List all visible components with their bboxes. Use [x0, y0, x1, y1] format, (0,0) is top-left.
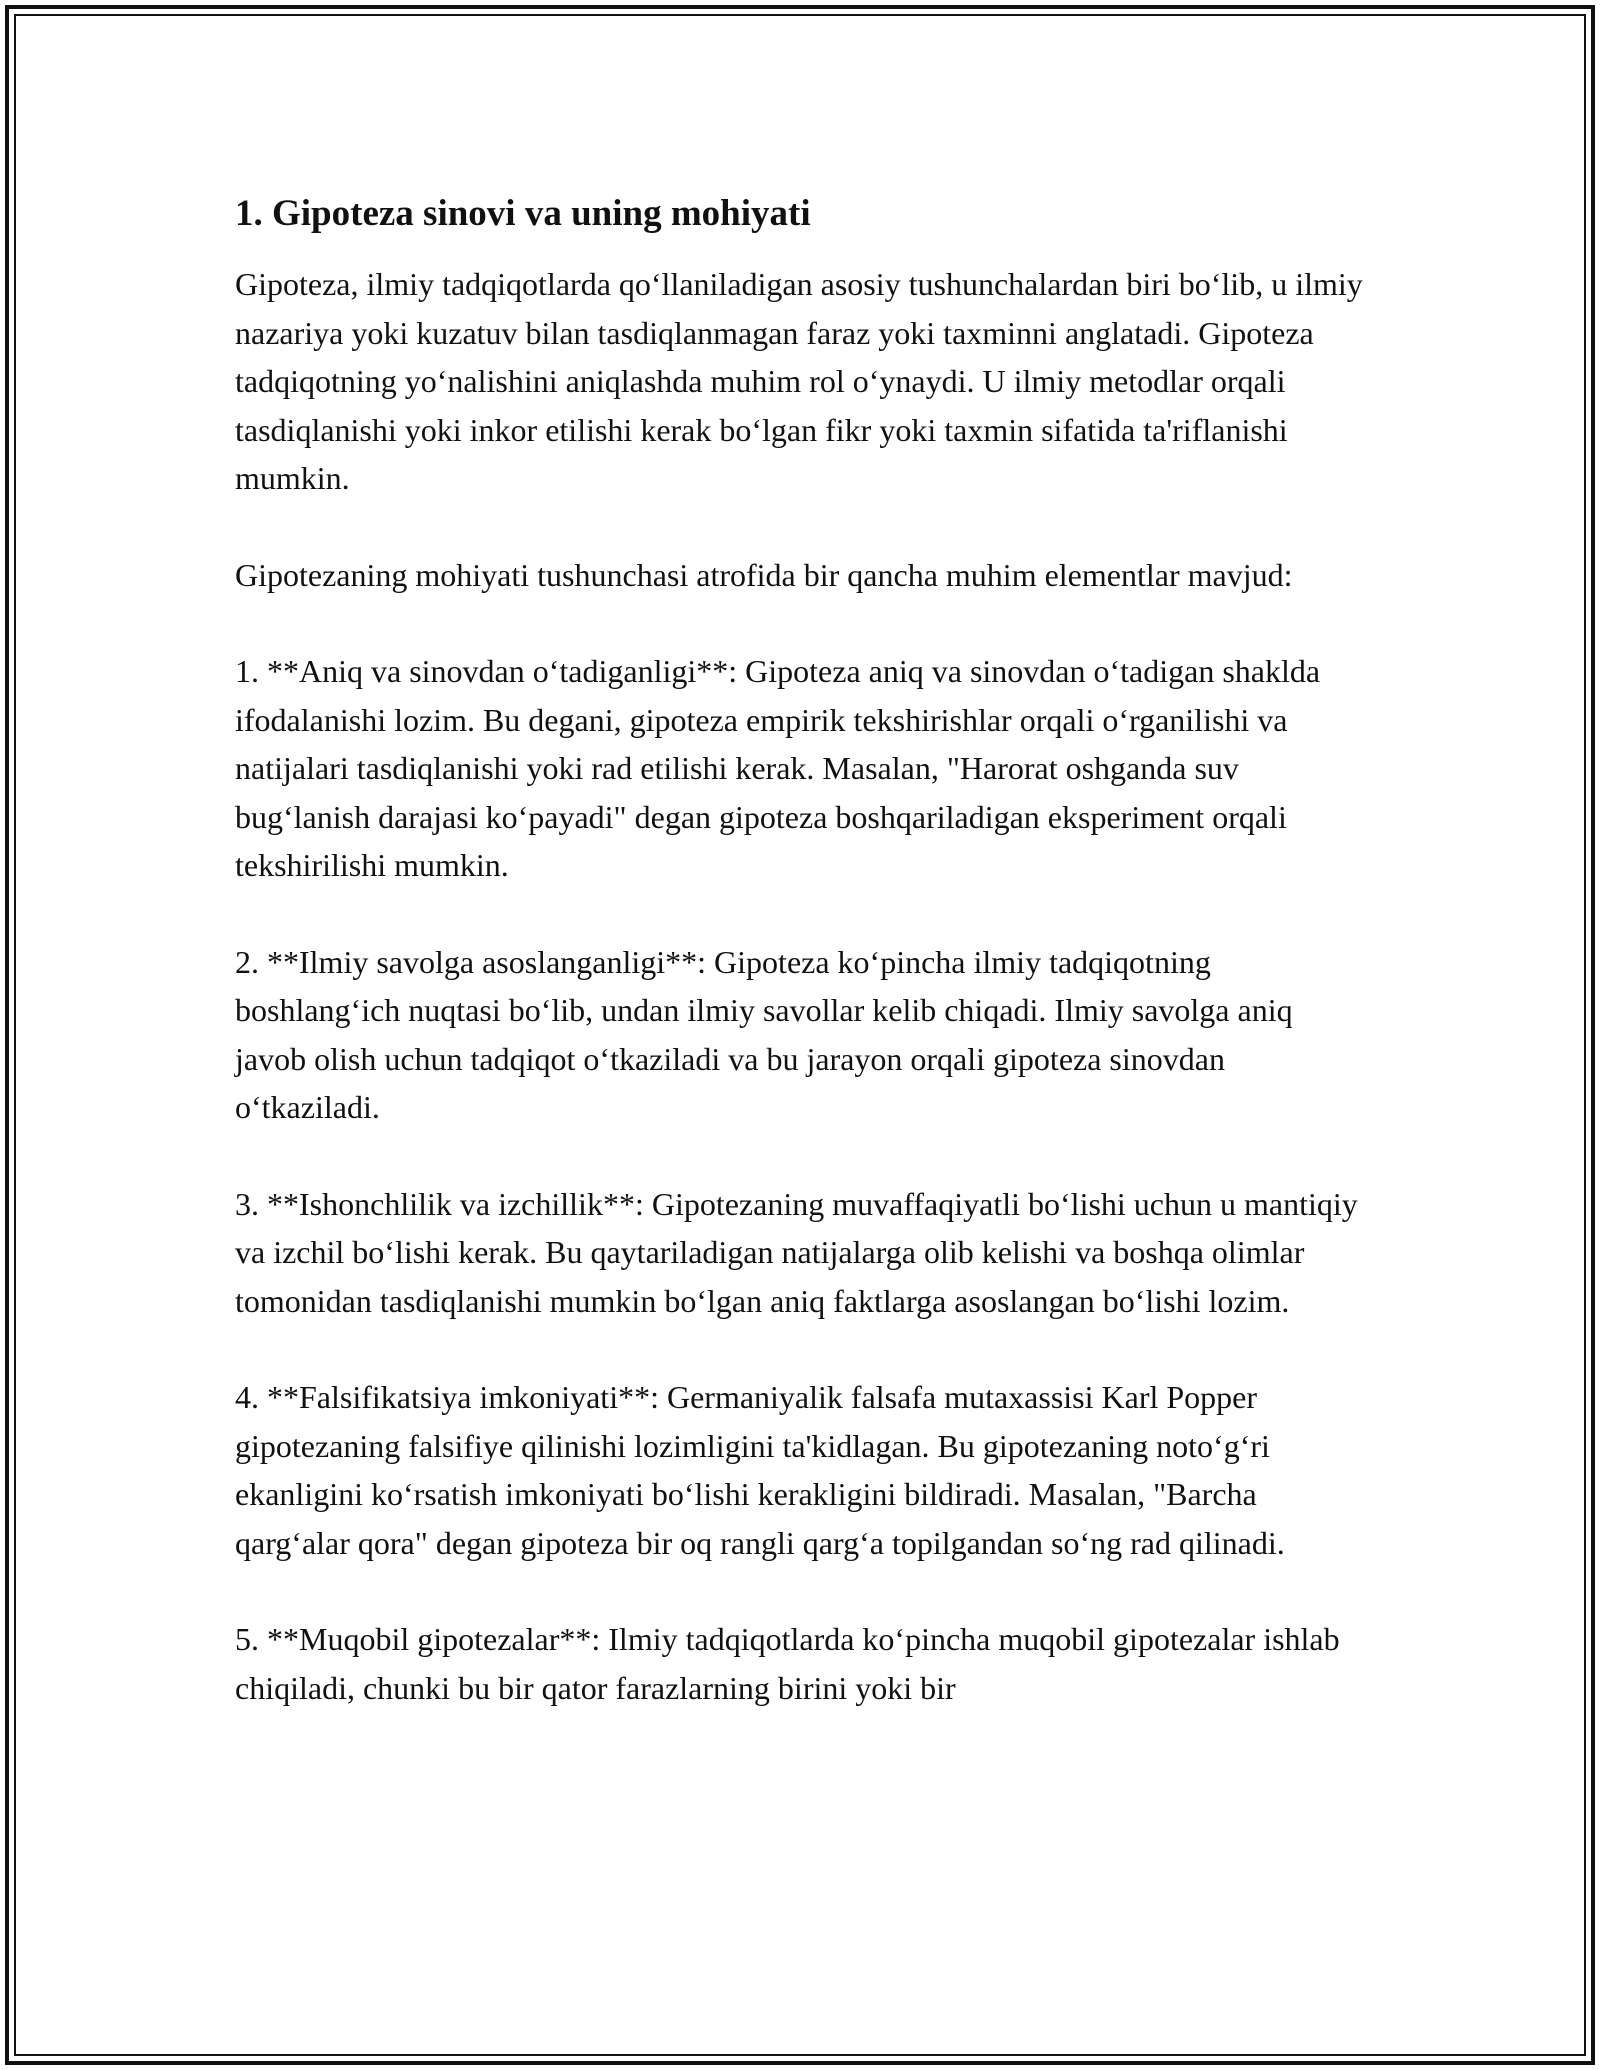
paragraph-intro: Gipoteza, ilmiy tadqiqotlarda qo‘llaniladigan asosiy tushunchalardan biri bo‘lib, u ilmiy nazariya yoki kuzatuv bilan tasdiqlanmagan faraz yoki taxminni anglatadi. Gipoteza tadqiqotning yo‘nalishini aniqlashda muhim rol o‘ynaydi. U ilmiy metodlar orqali tasdiqlanishi yoki inkor etilishi kerak bo‘lgan fikr yoki taxmin sifatida ta'riflanishi mumkin. [235, 266, 1363, 496]
list-item-2: 2. **Ilmiy savolga asoslanganligi**: Gipoteza ko‘pincha ilmiy tadqiqotning boshlang‘ich nuqtasi bo‘lib, undan ilmiy savollar kelib chiqadi. Ilmiy savolga aniq javob olish uchun tadqiqot o‘tkaziladi va bu jarayon orqali gipoteza sinovdan o‘tkaziladi. [235, 943, 1293, 1125]
list-item-5: 5. **Muqobil gipotezalar**: Ilmiy tadqiqotlarda ko‘pincha muqobil gipotezalar ishlab chiqiladi, chunki bu bir qator farazlarning birini yoki bir [235, 1621, 1340, 1706]
section-heading: 1. Gipoteza sinovi va uning mohiyati [235, 193, 811, 234]
list-item-4: 4. **Falsifikatsiya imkoniyati**: Germaniyalik falsafa mutaxassisi Karl Popper gipotezaning falsifiye qilinishi lozimligini ta'kidlagan. Bu gipotezaning noto‘g‘ri ekanligini ko‘rsatish imkoniyati bo‘lishi kerakligini bildiradi. Masalan, "Barcha qarg‘alar qora" degan gipoteza bir oq rangli qarg‘a topilgandan so‘ng rad qilinadi. [235, 1379, 1285, 1561]
paragraph-elements-intro: Gipotezaning mohiyati tushunchasi atrofida bir qancha muhim elementlar mavjud: [235, 556, 1293, 593]
list-item-3: 3. **Ishonchlilik va izchillik**: Gipotezaning muvaffaqiyatli bo‘lishi uchun u mantiqiy va izchil bo‘lishi kerak. Bu qaytariladigan natijalarga olib kelishi va boshqa olimlar tomonidan tasdiqlanishi mumkin bo‘lgan aniq faktlarga asoslangan bo‘lishi lozim. [235, 1185, 1358, 1319]
document-body [235, 188, 1365, 1712]
list-item-1: 1. **Aniq va sinovdan o‘tadiganligi**: Gipoteza aniq va sinovdan o‘tadigan shaklda ifodalanishi lozim. Bu degani, gipoteza empirik tekshirishlar orqali o‘rganilishi va natijalari tasdiqlanishi yoki rad etilishi kerak. Masalan, "Harorat oshganda suv bug‘lanish darajasi ko‘payadi" degan gipoteza boshqariladigan eksperiment orqali tekshirilishi mumkin. [235, 653, 1321, 883]
